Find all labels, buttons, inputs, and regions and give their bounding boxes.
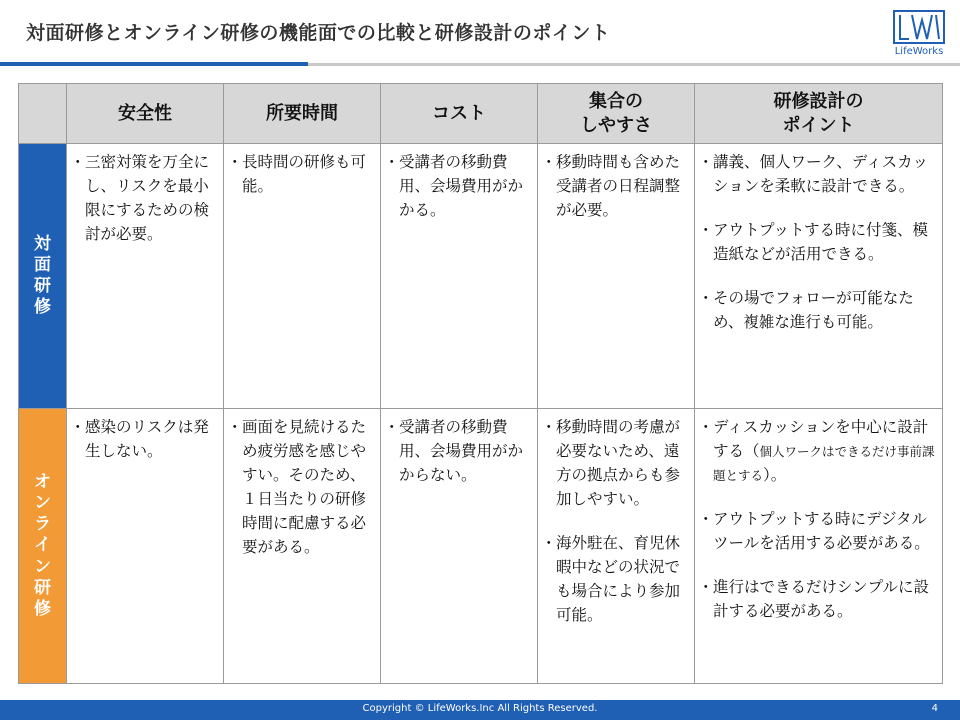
list-item: ・ アウトプットする時に付箋、模造紙などが活用できる。 (699, 218, 938, 266)
list-item: ・ 三密対策を万全にし、リスクを最小限にするための検討が必要。 (71, 150, 219, 246)
list-item: ・ ディスカッションを中心に設計する（個人ワークはできるだけ事前課題とする）。 (699, 415, 938, 487)
list-item: ・ アウトプットする時にデジタルツールを活用する必要がある。 (699, 507, 938, 555)
list-item: ・ 画面を見続けるため疲労感を感じやすい。そのため、１日当たりの研修時間に配慮する必要がある。 (228, 415, 376, 559)
header-design-points: 研修設計の ポイント (695, 84, 943, 144)
header-duration: 所要時間 (224, 84, 381, 144)
cell-f2f-duration (224, 144, 381, 409)
list-item: ・ 移動時間の考慮が必要ないため、遠方の拠点からも参加しやすい。 (542, 415, 690, 511)
cell-online-design-points (695, 409, 943, 684)
list-item: ・ 海外駐在、育児休暇中などの状況でも場合により参加可能。 (542, 531, 690, 627)
row-label-online: オ ン ラ イ ン 研 修 (19, 409, 67, 684)
title-underline-accent (0, 62, 308, 66)
footer-bar (0, 700, 960, 720)
header-safety: 安全性 (67, 84, 224, 144)
list-item: ・ 受講者の移動費用、会場費用がかからない。 (385, 415, 533, 487)
cell-f2f-cost (381, 144, 538, 409)
header-gathering: 集合の しやすさ (538, 84, 695, 144)
list-item: ・ 感染のリスクは発生しない。 (71, 415, 219, 463)
cell-f2f-design-points (695, 144, 943, 409)
title-underline (308, 63, 960, 66)
small-note: 個人ワークはできるだけ事前課題とする (713, 444, 935, 484)
cell-f2f-gathering (538, 144, 695, 409)
cell-online-duration (224, 409, 381, 684)
list-item: ・ 進行はできるだけシンプルに設計する必要がある。 (699, 575, 938, 623)
row-label-face-to-face: 対 面 研 修 (19, 144, 67, 409)
logo-text: LifeWorks (894, 46, 944, 57)
logo-mark-icon (893, 10, 945, 44)
list-item: ・ 受講者の移動費用、会場費用がかかる。 (385, 150, 533, 222)
list-item: ・ その場でフォローが可能なため、複雑な進行も可能。 (699, 286, 938, 334)
page-number: 4 (931, 703, 938, 714)
header-row (19, 84, 943, 144)
footer-copyright: Copyright © LifeWorks.Inc All Rights Reserved. (362, 703, 598, 714)
header-corner (19, 84, 67, 144)
list-item: ・ 長時間の研修も可能。 (228, 150, 376, 198)
cell-online-gathering (538, 409, 695, 684)
table-row-face-to-face (19, 144, 943, 409)
cell-online-safety (67, 409, 224, 684)
slide-title: 対面研修とオンライン研修の機能面での比較と研修設計のポイント (26, 22, 611, 44)
cell-f2f-safety (67, 144, 224, 409)
table-row-online (19, 409, 943, 684)
comparison-table (18, 83, 943, 684)
lifeworks-logo (890, 8, 948, 60)
cell-online-cost (381, 409, 538, 684)
list-item: ・ 移動時間も含めた受講者の日程調整が必要。 (542, 150, 690, 222)
header-cost: コスト (381, 84, 538, 144)
list-item: ・ 講義、個人ワーク、ディスカッションを柔軟に設計できる。 (699, 150, 938, 198)
